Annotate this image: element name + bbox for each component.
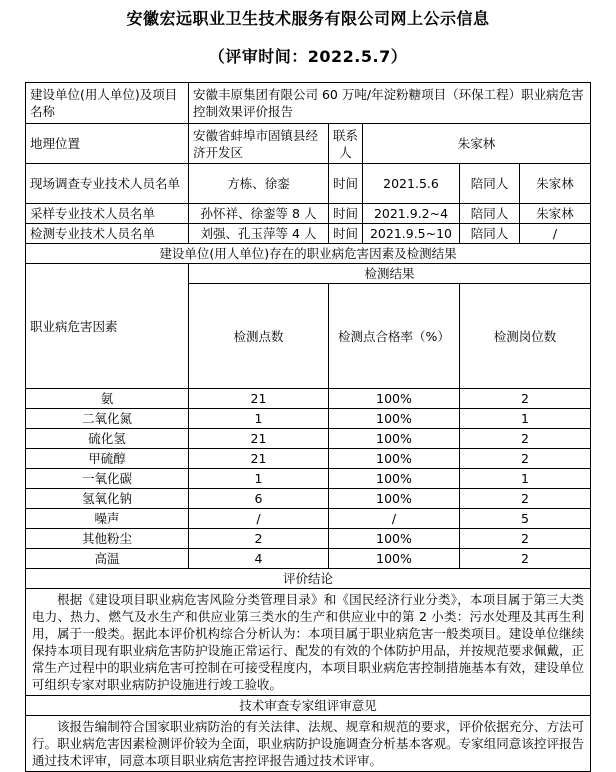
hazard-point-rate: 100% bbox=[329, 429, 460, 449]
sampling-time-label: 时间 bbox=[329, 204, 363, 224]
testing-escort-label: 陪同人 bbox=[460, 224, 520, 244]
table-row bbox=[26, 469, 591, 489]
expert-text: 该报告编制符合国家职业病防治的有关法律、法规、规章和规范的要求，评价依据充分、方法可行。职业病危害因素检测评价较为全面，职业病防护设施调查分析基本客观。专家组同意该控评报告通过技术评审，同意本项目职业病危害控评报告通过技术评审。 bbox=[26, 716, 591, 772]
testing-row bbox=[26, 224, 591, 244]
contact-label: 联系人 bbox=[329, 124, 363, 164]
expert-title: 技术审查专家组评审意见 bbox=[26, 696, 591, 716]
hazard-point-rate: 100% bbox=[329, 549, 460, 569]
hazard-posts: 2 bbox=[460, 529, 591, 549]
page-title: 安徽宏远职业卫生技术服务有限公司网上公示信息 bbox=[126, 9, 490, 28]
contact-value: 朱家林 bbox=[363, 124, 591, 164]
sampling-value: 孙怀祥、徐銮等 8 人 bbox=[189, 204, 329, 224]
conclusion-title-row bbox=[26, 569, 591, 589]
testing-escort: / bbox=[520, 224, 591, 244]
conclusion-text-row bbox=[26, 589, 591, 696]
result-header: 检测结果 bbox=[189, 264, 591, 284]
sampling-row bbox=[26, 204, 591, 224]
testing-label: 检测专业技术人员名单 bbox=[26, 224, 189, 244]
hazard-name: 二氧化氮 bbox=[26, 409, 189, 429]
hazard-points: 1 bbox=[189, 409, 329, 429]
conclusion-title: 评价结论 bbox=[26, 569, 591, 589]
hazard-point-rate: 100% bbox=[329, 449, 460, 469]
hazard-name: 噪声 bbox=[26, 509, 189, 529]
hazard-points: 21 bbox=[189, 449, 329, 469]
table-row bbox=[26, 449, 591, 469]
hazard-points: / bbox=[189, 509, 329, 529]
hazard-points: 6 bbox=[189, 489, 329, 509]
hazard-point-rate: 100% bbox=[329, 409, 460, 429]
sampling-time: 2021.9.2~4 bbox=[363, 204, 460, 224]
unit-label: 建设单位(用人单位)及项目名称 bbox=[26, 83, 189, 124]
survey-time-label: 时间 bbox=[329, 164, 363, 204]
hazard-point-rate: 100% bbox=[329, 389, 460, 409]
hazard-point-rate: / bbox=[329, 509, 460, 529]
hazard-points: 4 bbox=[189, 549, 329, 569]
unit-row bbox=[26, 83, 591, 124]
hazard-header-row-1 bbox=[26, 264, 591, 284]
table-row bbox=[26, 529, 591, 549]
review-time: （评审时间：2022.5.7） bbox=[208, 47, 408, 66]
survey-escort-label: 陪同人 bbox=[460, 164, 520, 204]
hazard-name: 甲硫醇 bbox=[26, 449, 189, 469]
location-value: 安徽省蚌埠市固镇县经济开发区 bbox=[189, 124, 329, 164]
survey-time: 2021.5.6 bbox=[363, 164, 460, 204]
hazard-posts: 5 bbox=[460, 509, 591, 529]
hazard-posts: 2 bbox=[460, 549, 591, 569]
expert-text-row bbox=[26, 716, 591, 772]
hazard-name: 其他粉尘 bbox=[26, 529, 189, 549]
hazard-name: 硫化氢 bbox=[26, 429, 189, 449]
expert-title-row bbox=[26, 696, 591, 716]
hazard-points: 2 bbox=[189, 529, 329, 549]
hazard-name: 氨 bbox=[26, 389, 189, 409]
table-row bbox=[26, 489, 591, 509]
disclosure-table bbox=[25, 82, 591, 772]
table-row bbox=[26, 429, 591, 449]
hazard-section-title: 建设单位(用人单位)存在的职业病危害因素及检测结果 bbox=[26, 244, 591, 264]
sampling-escort-label: 陪同人 bbox=[460, 204, 520, 224]
table-row bbox=[26, 549, 591, 569]
hazard-name: 高温 bbox=[26, 549, 189, 569]
conclusion-text: 根据《建设项目职业病危害风险分类管理目录》和《国民经济行业分类》，本项目属于第三大类电力、热力、燃气及水生产和供应业第三类水的生产和供应业中的第 2 小类：污水处理及其再生利用，属于一般类。据此本评价机构综合分析认为：本项目属于职业病危害一般类项目。建设单位继续保持本项目现有职业病危害防护设施正常运行、配发的有效的个体防护用品，并按规范要求佩戴，正常生产过程中的职业病危害可控制在可接受程度内，本项目职业病危害控制措施基本有效，建设单位可组织专家对职业病防护设施进行竣工验收。 bbox=[26, 589, 591, 696]
hazard-posts: 2 bbox=[460, 429, 591, 449]
hazard-points: 1 bbox=[189, 469, 329, 489]
hazard-posts: 1 bbox=[460, 409, 591, 429]
survey-escort: 朱家林 bbox=[520, 164, 591, 204]
location-row bbox=[26, 124, 591, 164]
sampling-escort: 朱家林 bbox=[520, 204, 591, 224]
hazard-posts: 2 bbox=[460, 389, 591, 409]
col-point-rate-header: 检测点合格率（%） bbox=[329, 284, 460, 389]
testing-time-label: 时间 bbox=[329, 224, 363, 244]
table-row bbox=[26, 509, 591, 529]
hazard-point-rate: 100% bbox=[329, 469, 460, 489]
col-posts-header: 检测岗位数 bbox=[460, 284, 591, 389]
col-points-header: 检测点数 bbox=[189, 284, 329, 389]
hazard-points: 21 bbox=[189, 389, 329, 409]
unit-value: 安徽丰原集团有限公司 60 万吨/年淀粉糖项目（环保工程）职业病危害控制效果评价报告 bbox=[189, 83, 591, 124]
hazard-name: 氢氧化钠 bbox=[26, 489, 189, 509]
hazard-posts: 1 bbox=[460, 469, 591, 489]
survey-row bbox=[26, 164, 591, 204]
hazard-point-rate: 100% bbox=[329, 489, 460, 509]
hazard-points: 21 bbox=[189, 429, 329, 449]
hazard-section-row bbox=[26, 244, 591, 264]
location-label: 地理位置 bbox=[26, 124, 189, 164]
testing-value: 刘强、孔玉萍等 4 人 bbox=[189, 224, 329, 244]
hazard-posts: 2 bbox=[460, 449, 591, 469]
hazard-point-rate: 100% bbox=[329, 529, 460, 549]
hazard-name: 一氧化碳 bbox=[26, 469, 189, 489]
table-row bbox=[26, 389, 591, 409]
factor-header: 职业病危害因素 bbox=[26, 264, 189, 389]
hazard-posts: 2 bbox=[460, 489, 591, 509]
sampling-label: 采样专业技术人员名单 bbox=[26, 204, 189, 224]
testing-time: 2021.9.5~10 bbox=[363, 224, 460, 244]
table-row bbox=[26, 409, 591, 429]
survey-label: 现场调查专业技术人员名单 bbox=[26, 164, 189, 204]
survey-value: 方栋、徐銮 bbox=[189, 164, 329, 204]
